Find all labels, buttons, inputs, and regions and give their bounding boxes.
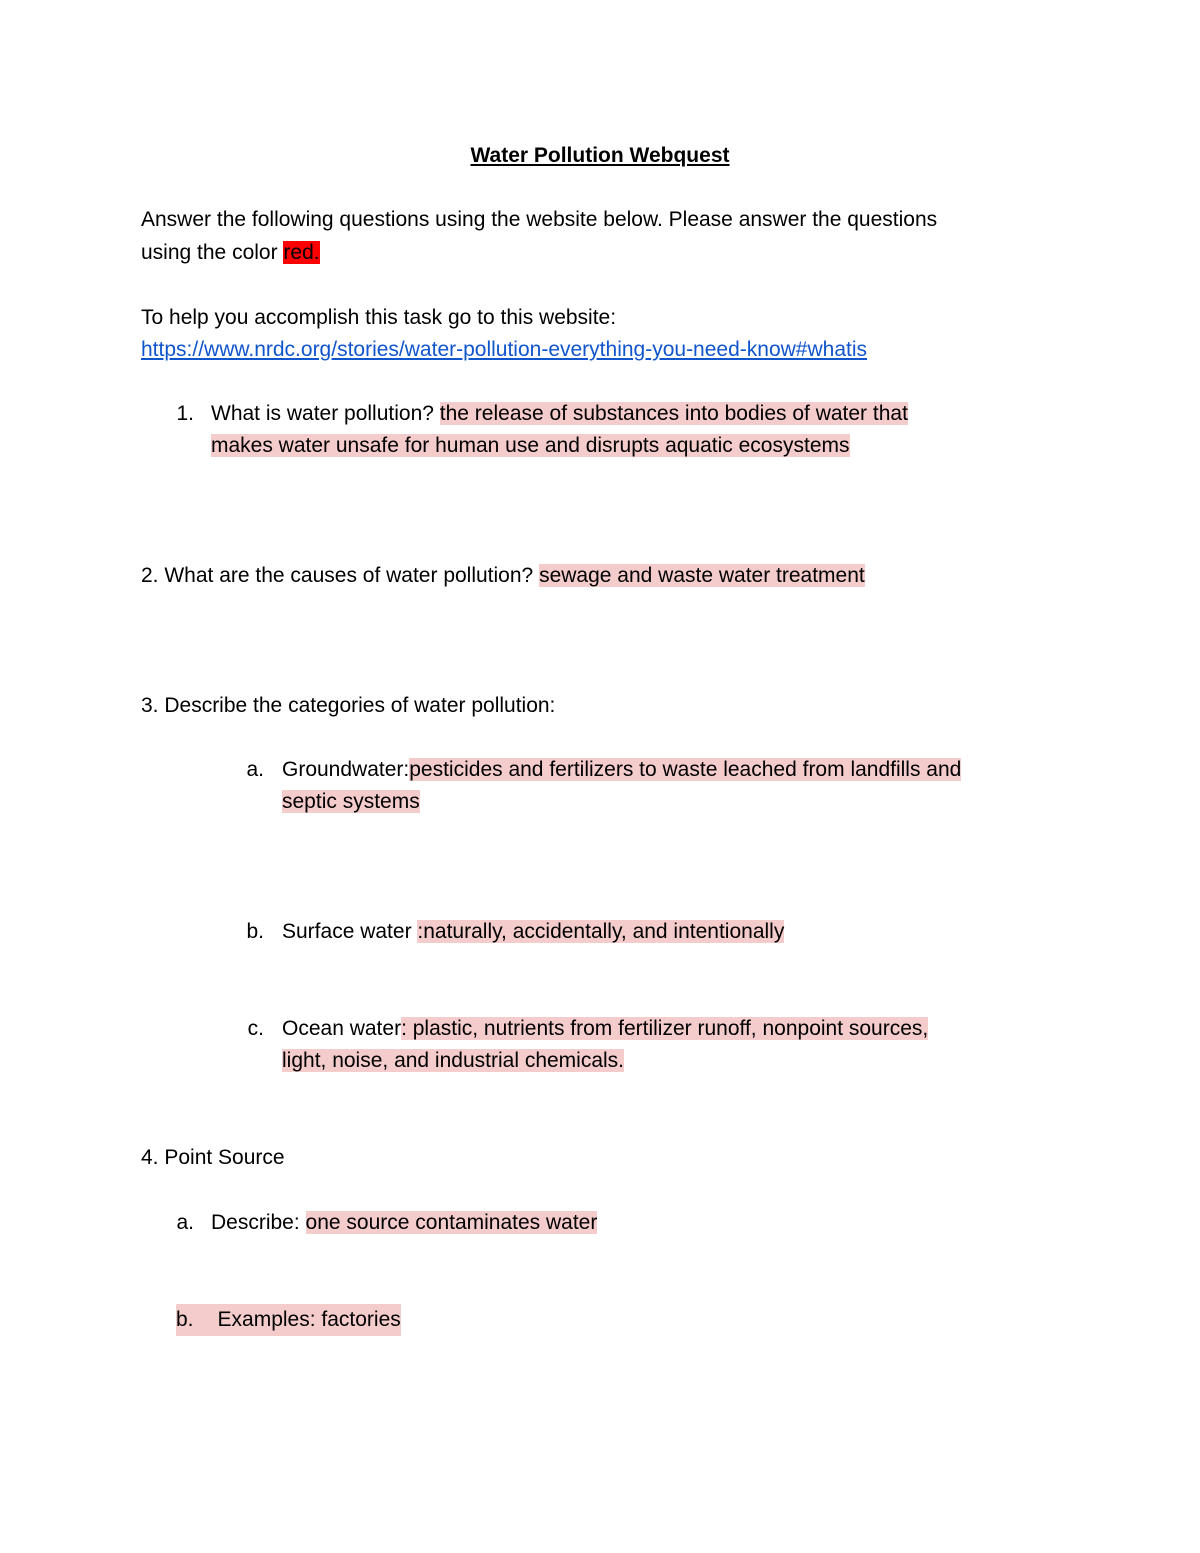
q3a-marker: a. xyxy=(246,758,264,781)
q1-answer-line-1[interactable]: the release of substances into bodies of water that xyxy=(439,402,908,425)
q3b-answer[interactable]: :naturally, accidentally, and intentionally xyxy=(417,920,785,943)
q3a-answer-line-2[interactable]: septic systems xyxy=(282,790,420,813)
q3c-line-1 xyxy=(282,1013,928,1045)
q3a-label: Groundwater: xyxy=(282,758,410,781)
q1-line-2 xyxy=(211,430,850,462)
q3a-line-2 xyxy=(282,786,420,818)
q2-question: 2. What are the causes of water pollution? xyxy=(141,564,540,587)
q1-line-1 xyxy=(211,398,908,430)
q2-line xyxy=(141,560,865,592)
intro-line-2-text: using the color xyxy=(141,241,284,264)
red-highlight: red. xyxy=(283,241,320,264)
q3a-answer-line-1[interactable]: pesticides and fertilizers to waste leached from landfills and xyxy=(409,758,962,781)
q3c-marker: c. xyxy=(247,1017,264,1040)
q3a-line-1 xyxy=(282,754,961,786)
document-title: Water Pollution Webquest xyxy=(470,144,730,167)
q2-answer[interactable]: sewage and waste water treatment xyxy=(539,564,865,587)
q3c-line-2 xyxy=(282,1045,624,1077)
intro-line-1: Answer the following questions using the website below. Please answer the questions xyxy=(141,208,938,231)
q4a-label: Describe: xyxy=(211,1211,306,1234)
q3c-answer-line-1[interactable]: : plastic, nutrients from fertilizer runoff, nonpoint sources, xyxy=(401,1017,929,1040)
q3b-line xyxy=(282,916,784,948)
intro-line-2 xyxy=(141,237,320,269)
q3b-label: Surface water xyxy=(282,920,418,943)
q4a-answer[interactable]: one source contaminates water xyxy=(305,1211,598,1234)
q4a-marker: a. xyxy=(176,1211,194,1234)
q4b-line[interactable] xyxy=(176,1304,401,1336)
q3-question: 3. Describe the categories of water pollution: xyxy=(141,694,556,717)
q3c-label: Ocean water xyxy=(282,1017,402,1040)
q1-question: What is water pollution? xyxy=(211,402,440,425)
q3b-marker: b. xyxy=(246,920,264,943)
website-link[interactable]: https://www.nrdc.org/stories/water-pollution-everything-you-need-know#whatis xyxy=(141,338,867,361)
q3c-answer-line-2[interactable]: light, noise, and industrial chemicals. xyxy=(282,1049,625,1072)
q1-number: 1. xyxy=(176,402,194,425)
q4b-marker: b. xyxy=(176,1308,194,1331)
q4b-answer: Examples: factories xyxy=(217,1308,401,1331)
help-text: To help you accomplish this task go to this website: xyxy=(141,306,617,329)
q4a-line xyxy=(211,1207,597,1239)
q4-heading: 4. Point Source xyxy=(141,1146,285,1169)
q1-answer-line-2[interactable]: makes water unsafe for human use and disrupts aquatic ecosystems xyxy=(211,434,850,457)
website-link-line xyxy=(141,334,867,366)
